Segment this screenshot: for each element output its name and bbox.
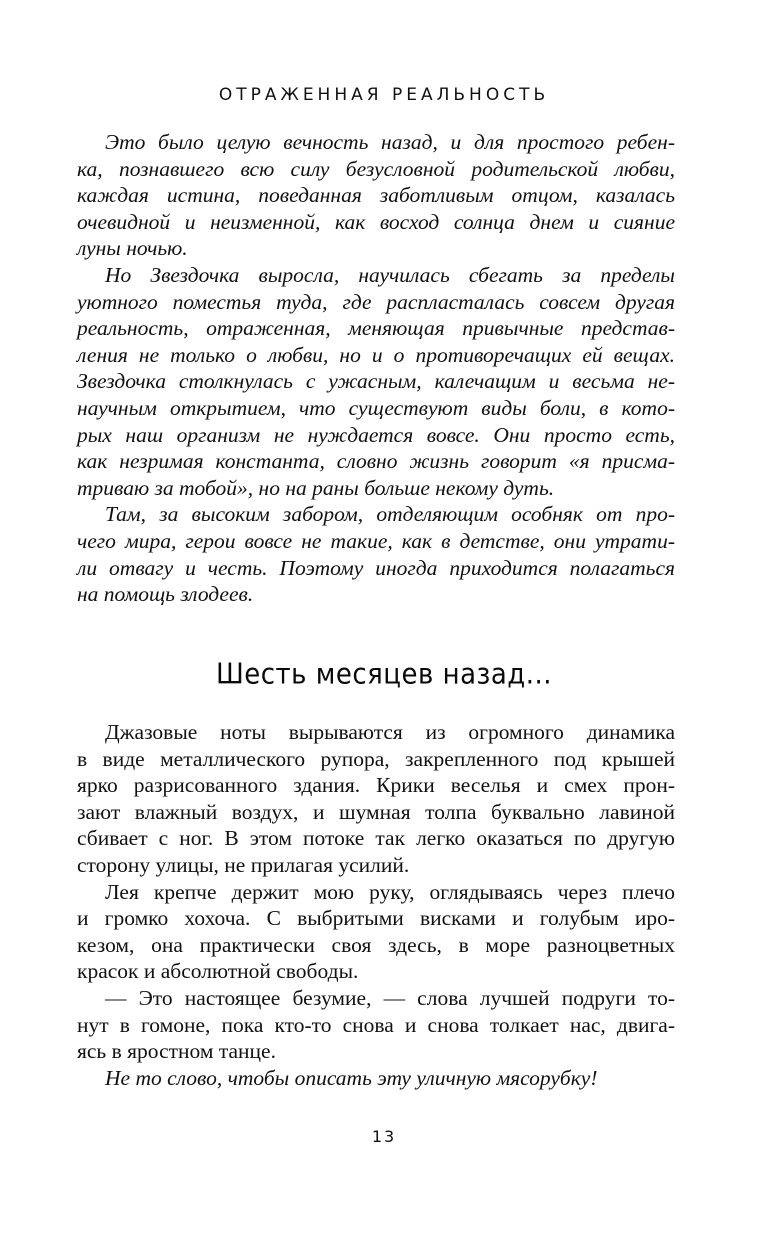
text-line: сторону улицы, не прилагая усилий. xyxy=(77,852,410,877)
text-line: на помощь злодеев. xyxy=(77,582,254,607)
text-line: ясь в яростном танце. xyxy=(77,1039,276,1064)
text-line: и громко хохоча. С выбритыми висками и голубым иро- xyxy=(77,906,675,931)
text-line: Там, за высоким забором, отделяющим особняк от про- xyxy=(105,502,675,527)
text-line: очевидной и неизменной, как восход солнца днем и сияние xyxy=(77,209,675,234)
text-line: уютного поместья туда, где распласталась совсем другая xyxy=(77,289,675,314)
text-line: рых наш организм не нуждается вовсе. Они просто есть, xyxy=(77,422,675,447)
text-line: чего мира, герои вовсе не такие, как в детстве, они утрати- xyxy=(77,528,675,553)
text-line: Но Звездочка выросла, научилась сбегать за пределы xyxy=(105,262,675,287)
chapter-body-text xyxy=(77,719,675,1091)
text-line: сбивает с ног. В этом потоке так легко оказаться по другую xyxy=(77,826,675,851)
text-line: триваю за тобой», но на раны больше некому дуть. xyxy=(77,475,555,500)
text-line: реальность, отраженная, меняющая привычные представ- xyxy=(77,316,675,341)
text-line: луны ночью. xyxy=(77,236,188,261)
text-line: в виде металлического рупора, закрепленного под крышей xyxy=(77,746,675,771)
dialogue-line: — Это настоящее безумие, — слова лучшей подруги то- xyxy=(105,985,675,1010)
text-line: Лея крепче держит мою руку, оглядываясь через плечо xyxy=(105,879,675,904)
text-line: ярко разрисованного здания. Крики веселья и смех прон- xyxy=(77,773,675,798)
text-line: Это было целую вечность назад, и для простого ребен- xyxy=(105,130,675,154)
text-line: ли отвагу и честь. Поэтому иногда приходится полагаться xyxy=(77,555,675,580)
chapter-title: Шесть месяцев назад... xyxy=(215,658,553,692)
text-line: Джазовые ноты вырываются из огромного динамика xyxy=(105,720,675,744)
text-line: Звездочка столкнулась с ужасным, калечащим и весьма не- xyxy=(77,369,675,394)
italic-prologue-text xyxy=(77,129,675,608)
page-number: 13 xyxy=(371,1127,397,1146)
text-line: каждая истина, поведанная заботливым отцом, казалась xyxy=(77,183,675,208)
text-line: ления не только о любви, но и о противоречащих ей вещах. xyxy=(77,342,675,367)
text-line: как незримая константа, словно жизнь говорит «я присма- xyxy=(77,449,675,474)
text-line: кезом, она практически своя здесь, в море разноцветных xyxy=(77,932,675,957)
text-line: нут в гомоне, пока кто-то снова и снова толкает нас, двига- xyxy=(77,1012,675,1037)
text-line: ка, познавшего всю силу безусловной родительской любви, xyxy=(77,156,675,181)
running-header: ОТРАЖЕННАЯ РЕАЛЬНОСТЬ xyxy=(218,85,550,105)
text-line: научным открытием, что существуют виды боли, в кото- xyxy=(77,395,675,420)
closing-italic-line: Не то слово, чтобы описать эту уличную мясорубку! xyxy=(105,1065,598,1090)
text-line: красок и абсолютной свободы. xyxy=(77,959,359,984)
text-line: зают влажный воздух, и шумная толпа буквально лавиной xyxy=(77,799,675,824)
